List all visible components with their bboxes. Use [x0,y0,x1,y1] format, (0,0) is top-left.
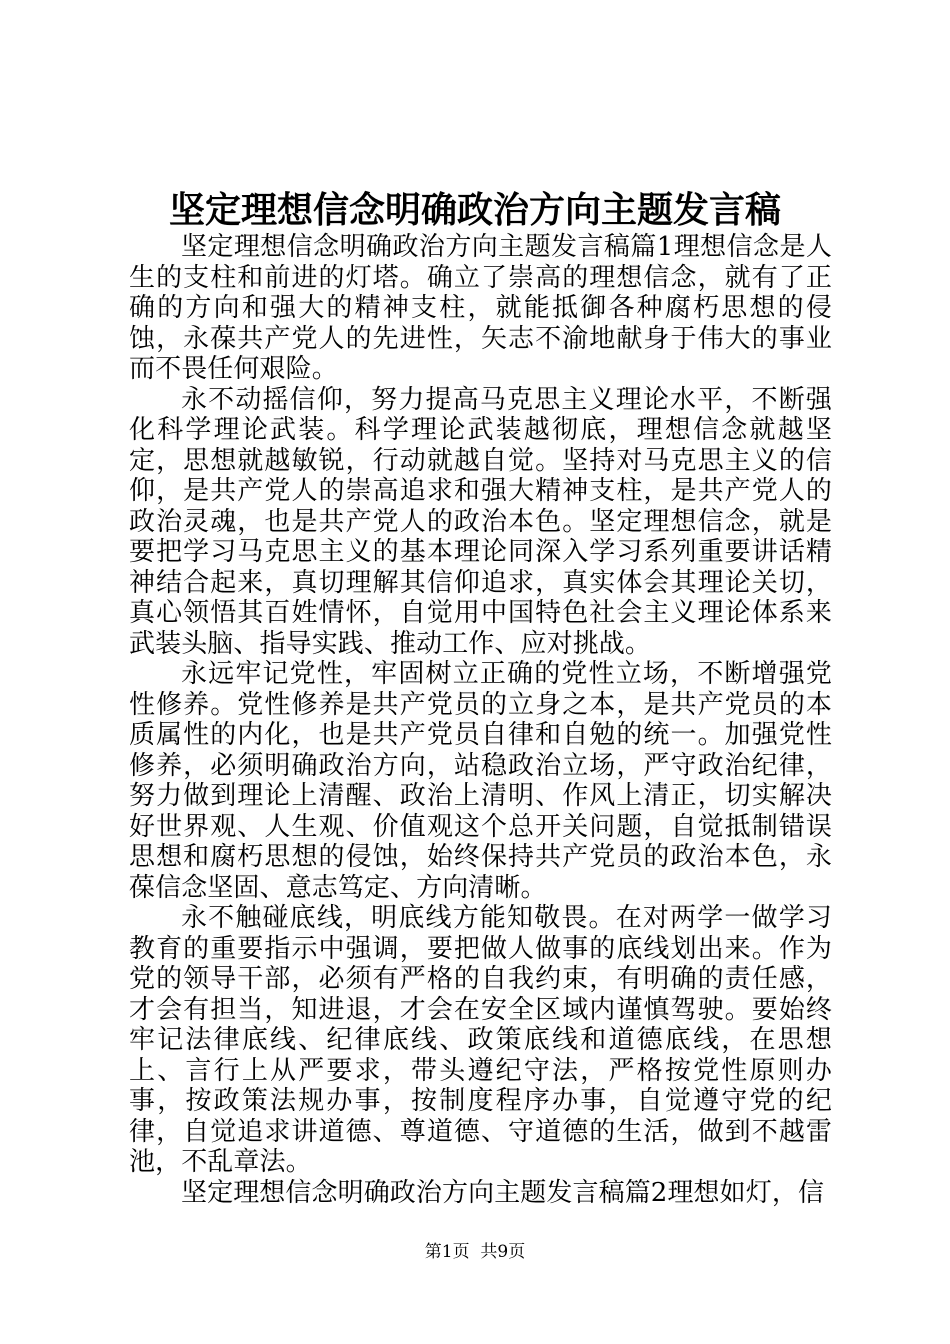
paragraph-3: 永远牢记党性，牢固树立正确的党性立场，不断增强党性修养。党性修养是共产党员的立身之本，是共产党员的本质属性的内化，也是共产党员自律和自勉的统一。加强党性修养，必须明确政治方向，站稳政治立场，严守政治纪律，努力做到理论上清醒、政治上清明、作风上清正，切实解决好世界观、人生观、价值观这个总开关问题，自觉抵制错误思想和腐朽思想的侵蚀，始终保持共产党员的政治本色，永葆信念坚固、意志笃定、方向清晰。 [129,659,832,903]
paragraph-5: 坚定理想信念明确政治方向主题发言稿篇2理想如灯，信 [181,1177,825,1208]
page-footer: 第1页 共9页 [424,1242,526,1262]
paragraph-2: 永不动摇信仰，努力提高马克思主义理论水平，不断强化科学理论武装。科学理论武装越彻底，理想信念就越坚定，思想就越敏锐，行动就越自觉。坚持对马克思主义的信仰，是共产党人的崇高追求和强大精神支柱，是共产党人的政治灵魂，也是共产党人的政治本色。坚定理想信念，就是要把学习马克思主义的基本理论同深入学习系列重要讲话精神结合起来，真切理解其信仰追求，真实体会其理论关切，真心领悟其百姓情怀，自觉用中国特色社会主义理论体系来武装头脑、指导实践、推动工作、应对挑战。 [129,384,832,659]
paragraph-1: 坚定理想信念明确政治方向主题发言稿篇1理想信念是人生的支柱和前进的灯塔。确立了崇高的理想信念，就有了正确的方向和强大的精神支柱，就能抵御各种腐朽思想的侵蚀，永葆共产党人的先进性，矢志不渝地献身于伟大的事业而不畏任何艰险。 [129,232,832,384]
document-title: 坚定理想信念明确政治方向主题发言稿 [168,189,781,231]
document-body [129,232,832,1208]
paragraph-4: 永不触碰底线，明底线方能知敬畏。在对两学一做学习教育的重要指示中强调，要把做人做事的底线划出来。作为党的领导干部，必须有严格的自我约束，有明确的责任感，才会有担当，知进退，才会在安全区域内谨慎驾驶。要始终牢记法律底线、纪律底线、政策底线和道德底线，在思想上、言行上从严要求，带头遵纪守法，严格按党性原则办事，按政策法规办事，按制度程序办事，自觉遵守党的纪律，自觉追求讲道德、尊道德、守道德的生活，做到不越雷池，不乱章法。 [129,903,832,1177]
